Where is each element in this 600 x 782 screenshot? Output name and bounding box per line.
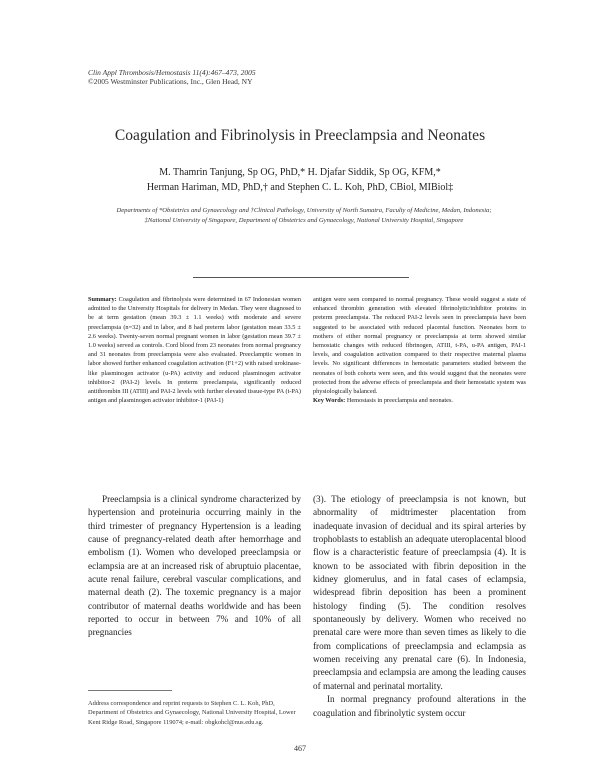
keywords-label: Key Words: xyxy=(313,397,346,405)
abstract-right-column xyxy=(313,295,526,405)
summary-label: Summary: xyxy=(88,296,117,303)
page-number: 467 xyxy=(294,744,306,753)
body-right-column xyxy=(313,493,526,720)
abstract-text-right: antigen were seen compared to normal pregnancy. These would suggest a state of enhanced thrombin generation with elevated fibrinolytic/inhibitor proteins in preterm preeclampsia. The reduced PAI-2 levels seen in preeclampsia have been suggested to be associated with reduced placental function. Neonates born to mothers of either normal pregnancy or preeclampsia at term showed similar hemostatic changes with reduced fibrinogen, ATIII, t-PA, u-PA antigen, PAI-1 levels, and coagulation activation compared to their respective maternal plasma levels. No significant differences in hemostatic parameters studied between the neonates of both cohorts were seen, and this would suggest that the neonates were protected from the adverse effects of preeclampsia and their hemostatic system was physiologically balanced. xyxy=(313,296,526,396)
abstract-left-column xyxy=(88,295,301,405)
body-left-column: Preeclampsia is a clinical syndrome characterized by hypertension and proteinuria occurring mainly in the third trimester of pregnancy Hypertension is a leading cause of pregnancy-related death after hemorrhage and embolism (1). Women who developed preeclampsia or eclampsia are at an increased risk of abruptuio placentae, acute renal failure, cerebral vascular complications, and maternal death (2). The toxemic pregnancy is a major contributor of maternal deaths worldwide and has been reported to occur in between 7% and 10% of all pregnancies xyxy=(88,494,301,638)
body-paragraph: (3). The etiology of preeclampsia is not known, but abnormality of midtrimester placentation from inadequate invasion of decidual and its spiral arteries by trophoblasts to establish an adequate uteroplacental blood flow is a characteristic feature of preeclampsia (4). It is known to be associated with fibrin deposition in the kidney glomerulus, and in fatal cases of eclampsia, widespread fibrin deposition has been a prominent histology finding (5). The condition resolves spontaneously by delivery. Women who received no prenatal care were more than seven times as likely to die from complications of preeclampsia and eclampsia as women receiving any prenatal care (6). In Indonesia, preeclampsia and eclampsia are among the leading causes of maternal and perinatal mortality. xyxy=(313,494,527,691)
abstract-divider xyxy=(193,277,409,278)
journal-header xyxy=(88,68,256,86)
author-list xyxy=(60,165,540,195)
journal-citation: Clin Appl Thrombosis/Hemostasis 11(4):467–473, 2005 xyxy=(88,68,256,77)
authors-line-2: Herman Hariman, MD, PhD,† and Stephen C. L. Koh, PhD, CBiol, MIBiol‡ xyxy=(146,182,454,193)
footnote-divider xyxy=(88,690,172,691)
journal-copyright: ©2005 Westminster Publications, Inc., Glen Head, NY xyxy=(88,77,253,86)
authors-line-1: M. Thamrin Tanjung, Sp OG, PhD,* H. Djafar Siddik, Sp OG, KFM,* xyxy=(159,167,441,178)
paper-title: Coagulation and Fibrinolysis in Preeclampsia and Neonates xyxy=(114,127,486,144)
keywords: Hemostasis in preeclampsia and neonates. xyxy=(346,397,453,405)
affiliations: Departments of *Obstetrics and Gynaecology and †Clinical Pathology, University of North Sumatra, Faculty of Medicine, Medan, Indonesia; ‡National University of Singapore, Department of Obstetrics and Gynaecology, National University Hospital, Singapore xyxy=(116,207,492,224)
abstract-text-left: Coagulation and fibrinolysis were determined in 67 Indonesian women admitted to the University Hospitals for delivery in Medan. They were diagnosed to be at term gestation (mean 39.3 ± 1.1 weeks) with moderate and severe preeclampsia (n=32) and in labor, and 8 had preterm labor (gestation mean 33.5 ± 2.6 weeks). Twenty-seven normal pregnant women in labor (gestation mean 39.7 ± 1.0 weeks) served as controls. Cord blood from 23 neonates from normal pregnancy and 31 neonates from preeclampsia were also evaluated. Preeclamptic women in labor showed further enhanced coagulation activation (F1+2) with raised urokinase-like plasminogen activator (u-PA) activity and reduced plasminogen activator inhibitor-2 (PAI-2) levels. In preterm preeclampsia, significantly reduced antithrombin III (ATIII) and PAI-2 levels with further elevated tissue-type PA (t-PA) antigen and plasminogen activator inhibitor-1 (PAI-1) xyxy=(88,296,301,405)
body-paragraph: In normal pregnancy profound alterations in the coagulation and fibrinolytic system occur xyxy=(313,694,526,718)
correspondence-footnote: Address correspondence and reprint requests to Stephen C. L. Koh, PhD, Department of Obstetrics and Gynaecology, National University Hospital, Lower Kent Ridge Road, Singapore 119074; e-mail: obgkohcl@nus.edu.sg. xyxy=(88,700,296,726)
